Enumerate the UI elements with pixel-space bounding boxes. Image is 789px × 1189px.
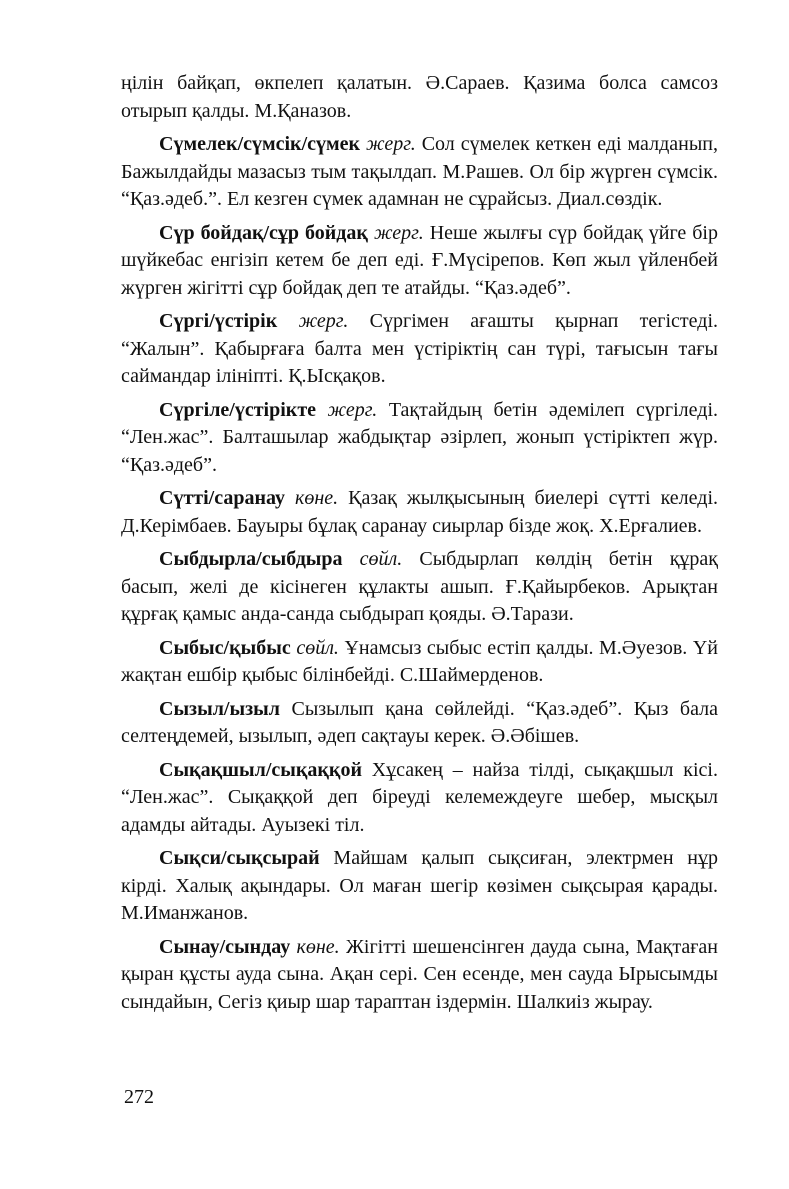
entry-label: көне. — [295, 487, 339, 509]
dictionary-entry — [121, 308, 718, 391]
dictionary-entry — [121, 934, 718, 1017]
entry-headword: Сүр бойдақ/сұр бойдақ — [159, 221, 368, 244]
continuation-paragraph: ңілін байқап, өкпелеп қалатын. Ә.Сараев. Қазима болса самсоз отырып қалды. М.Қаназов. — [121, 72, 718, 122]
entry-text: Жігітті шешенсінген дауда сына, Мақтаған қыран құсты ауда сына. Ақан сері. Сен есенде, мен сауда Ырысымды сындайын, Сегіз қиыр шар тараптан іздермін. Шалкиіз жырау. — [121, 935, 719, 1013]
entries-list — [121, 131, 718, 1016]
entry-label: жерг. — [366, 133, 416, 155]
entry-headword: Сүтті/саранау — [159, 487, 285, 509]
entry-text: Неше жылғы сүр бойдақ үйге бір шүйкебас енгізіп кетем бе деп еді. Ғ.Мүсірепов. Көп жыл үйленбей жүрген жігітті сұр бойдақ деп те атайды. “Қаз.әдеб”. — [121, 221, 718, 299]
entry-label: сөйл. — [359, 548, 403, 570]
entry-text: Сол сүмелек кеткен еді малданып, Бажылдайды мазасыз тым тақылдап. М.Рашев. Ол бір жүрген сүмсік. “Қаз.әдеб.”. Ел кезген сүмек адамнан не сұрайсыз. Диал.сөздік. — [121, 133, 718, 210]
entry-label: жерг. — [298, 310, 349, 332]
entry-headword: Сыбдырла/сыбдыра — [159, 548, 343, 570]
entry-text: Қазақ жылқысының биелері сүтті келеді. Д.Керімбаев. Бауыры бұлақ саранау сиырлар бізде жоқ. Х.Ерғалиев. — [121, 487, 719, 537]
entry-label: жерг. — [327, 398, 378, 421]
dictionary-entry — [121, 397, 718, 480]
entry-headword: Сүргіле/үстірікте — [159, 398, 317, 421]
entry-headword: Сүргі/үстірік — [159, 310, 278, 332]
entry-label: сөйл. — [296, 636, 339, 659]
entry-text: Сүргімен ағашты қырнап тегістеді. “Жалын”. Қабырғаға балта мен үстіріктің сан түрі, тағысын тағы саймандар ілініпті. Қ.Ысқақов. — [121, 310, 719, 387]
dictionary-entry — [121, 546, 718, 629]
entry-headword: Сыбыс/қыбыс — [159, 636, 291, 659]
dictionary-entry — [121, 220, 718, 303]
entry-text: Хұсакең – найза тілді, сықақшыл кісі. “Лен.жас”. Сықаққой деп біреуді келемеждеуге шебер, мысқыл адамды айтады. Ауызекі тіл. — [121, 758, 718, 836]
dictionary-text — [121, 70, 718, 1016]
entry-text: Тақтайдың бетін әдемілеп сүргіледі. “Лен.жас”. Балташылар жабдықтар әзірлеп, жонып үстіріктеп жүр. “Қаз.әдеб”. — [121, 398, 718, 476]
entry-headword: Сынау/сындау — [159, 935, 291, 958]
dictionary-entry — [121, 845, 718, 928]
entry-label: көне. — [296, 935, 340, 958]
dictionary-entry — [121, 635, 718, 690]
page-number: 272 — [124, 1086, 154, 1108]
entry-text: Майшам қалып сықсиған, электрмен нұр кірді. Халық ақындары. Ол маған шегір көзімен сықсырая қарады. М.Иманжанов. — [121, 847, 718, 924]
dictionary-entry — [121, 757, 718, 840]
entry-headword: Сықақшыл/сықаққой — [159, 758, 362, 781]
entry-label: жерг. — [373, 221, 424, 244]
entry-headword: Сүмелек/сүмсік/сүмек — [159, 133, 361, 155]
entry-text: Сыбдырлап көлдің бетін құрақ басып, желі де кісінеген құлакты ашып. Ғ.Қайырбеков. Арықтан құрғақ қамыс анда-санда сыбдырап қояды. Ә.Тарази. — [121, 548, 718, 625]
dictionary-entry — [121, 485, 718, 540]
entry-text: Ұнамсыз сыбыс естіп қалды. М.Әуезов. Үй жақтан ешбір қыбыс білінбейді. С.Шаймерденов. — [121, 636, 719, 686]
dictionary-entry — [121, 696, 718, 751]
entry-headword: Сызыл/ызыл — [159, 697, 280, 720]
dictionary-entry — [121, 131, 718, 214]
entry-text: Сызылып қана сөйлейді. “Қаз.әдеб”. Қыз бала селтеңдемей, ызылып, әдеп сақтауы керек. Ә.Әбішев. — [121, 697, 718, 747]
entry-headword: Сықси/сықсырай — [159, 847, 320, 869]
